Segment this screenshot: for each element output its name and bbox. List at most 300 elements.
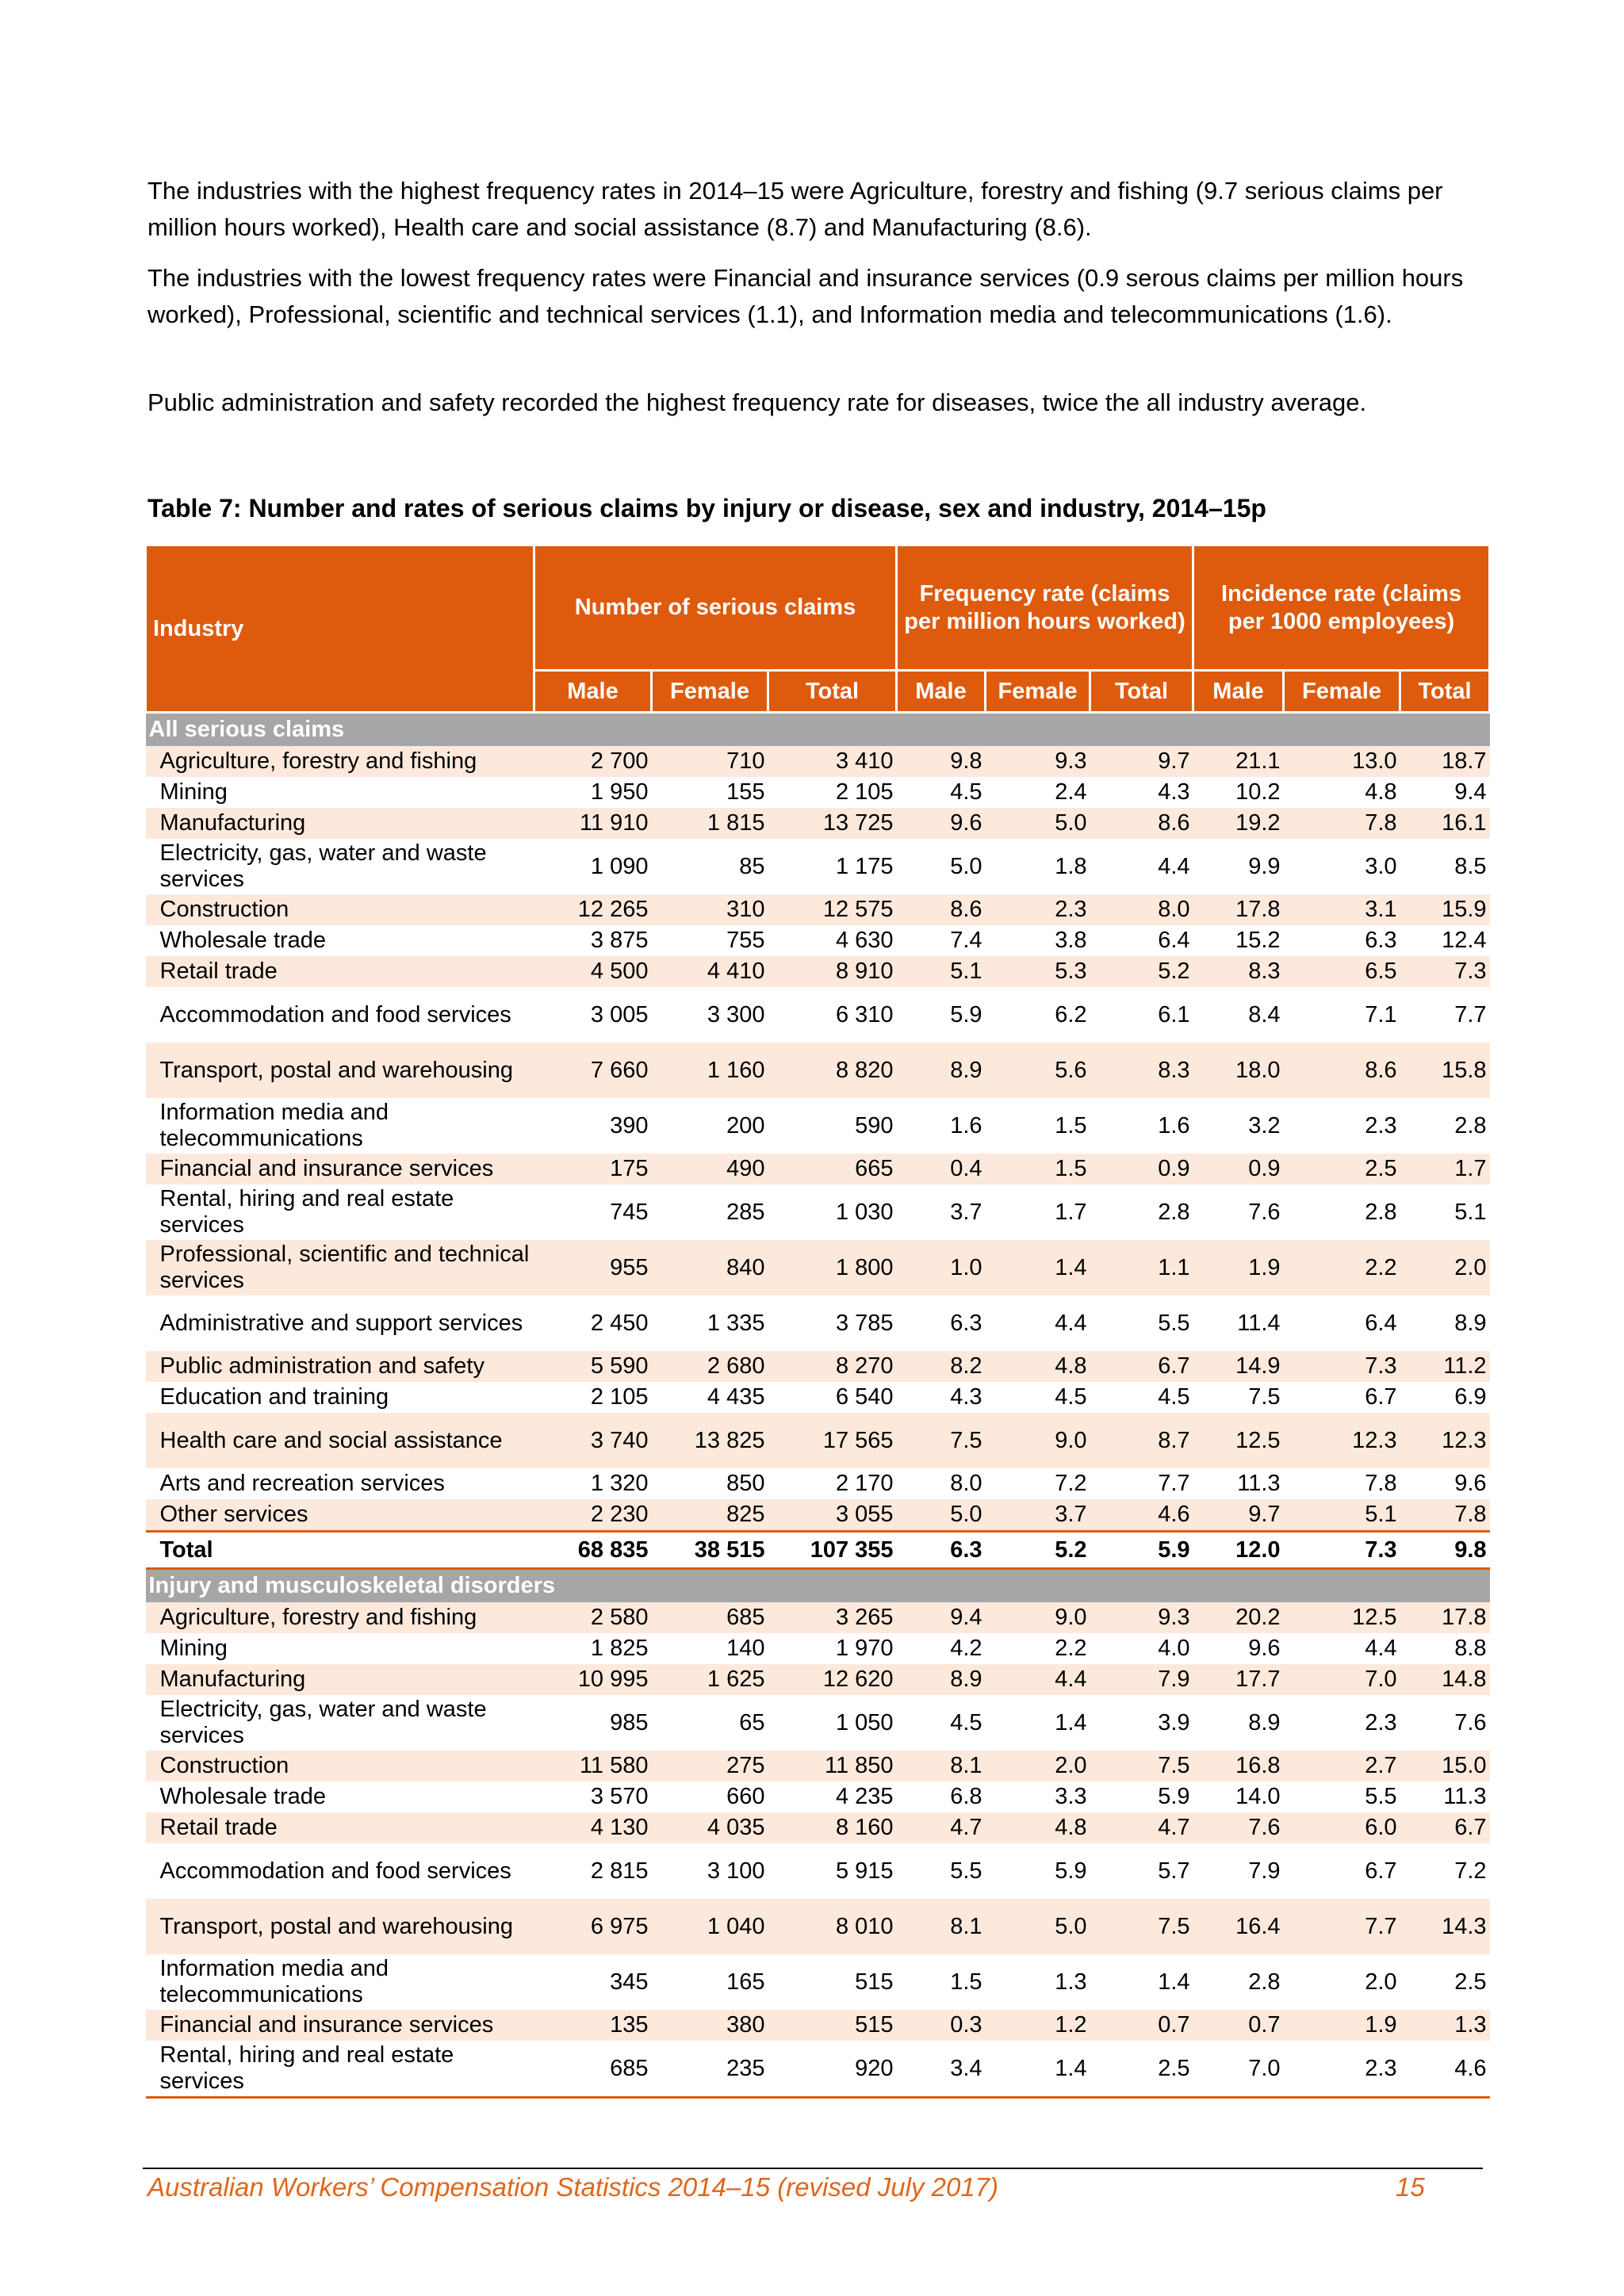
header-subcol: Female: [652, 671, 768, 713]
value-cell: 2.5: [1400, 1954, 1490, 2010]
value-cell: 8.2: [897, 1351, 986, 1382]
value-cell: 6.2: [986, 987, 1090, 1043]
value-cell: 9.3: [986, 746, 1090, 777]
value-cell: 310: [652, 894, 768, 925]
table-row: [146, 987, 1490, 1043]
value-cell: 17.8: [1193, 894, 1284, 925]
value-cell: 1.3: [1400, 2010, 1490, 2041]
value-cell: 6.7: [1284, 1382, 1400, 1413]
value-cell: 11 850: [768, 1751, 897, 1781]
value-cell: 6.4: [1090, 925, 1193, 956]
value-cell: 7.7: [1090, 1468, 1193, 1499]
value-cell: 590: [768, 1098, 897, 1154]
value-cell: 4.4: [1090, 839, 1193, 894]
value-cell: 745: [534, 1184, 652, 1240]
value-cell: 6 975: [534, 1899, 652, 1954]
value-cell: 10 995: [534, 1664, 652, 1695]
table-row: [146, 1602, 1490, 1633]
section-title: Injury and musculoskeletal disorders: [146, 1569, 1490, 1603]
value-cell: 16.1: [1400, 808, 1490, 839]
table-row: [146, 777, 1490, 808]
value-cell: 2.2: [1284, 1240, 1400, 1295]
header-number-of-claims: Number of serious claims: [534, 545, 897, 671]
value-cell: 0.9: [1193, 1154, 1284, 1184]
value-cell: 8.7: [1090, 1413, 1193, 1468]
value-cell: 5.9: [1090, 1781, 1193, 1812]
value-cell: 755: [652, 925, 768, 956]
industry-cell: Total: [146, 1532, 534, 1569]
table-row: [146, 2010, 1490, 2041]
value-cell: 5 915: [768, 1843, 897, 1899]
value-cell: 2.0: [1400, 1240, 1490, 1295]
industry-cell: Mining: [146, 1633, 534, 1664]
industry-cell: Financial and insurance services: [146, 2010, 534, 2041]
value-cell: 17 565: [768, 1413, 897, 1468]
value-cell: 175: [534, 1154, 652, 1184]
value-cell: 5.1: [897, 956, 986, 987]
industry-cell: Wholesale trade: [146, 1781, 534, 1812]
value-cell: 5.9: [986, 1843, 1090, 1899]
industry-cell: Accommodation and food services: [146, 1843, 534, 1899]
industry-cell: Arts and recreation services: [146, 1468, 534, 1499]
table-row: [146, 1184, 1490, 1240]
value-cell: 7.6: [1193, 1812, 1284, 1843]
value-cell: 7.8: [1400, 1499, 1490, 1532]
value-cell: 65: [652, 1695, 768, 1751]
value-cell: 11 580: [534, 1751, 652, 1781]
value-cell: 11.4: [1193, 1295, 1284, 1351]
value-cell: 515: [768, 1954, 897, 2010]
value-cell: 2 230: [534, 1499, 652, 1532]
industry-cell: Agriculture, forestry and fishing: [146, 1602, 534, 1633]
value-cell: 1.7: [1400, 1154, 1490, 1184]
value-cell: 7.9: [1193, 1843, 1284, 1899]
value-cell: 6 540: [768, 1382, 897, 1413]
section-header-row: [146, 1569, 1490, 1603]
value-cell: 1 625: [652, 1664, 768, 1695]
value-cell: 4.6: [1090, 1499, 1193, 1532]
value-cell: 9.8: [1400, 1532, 1490, 1569]
header-subcol: Total: [768, 671, 897, 713]
value-cell: 6.0: [1284, 1812, 1400, 1843]
value-cell: 2.5: [1284, 1154, 1400, 1184]
value-cell: 6.3: [897, 1295, 986, 1351]
value-cell: 7.9: [1090, 1664, 1193, 1695]
table-row: [146, 1812, 1490, 1843]
value-cell: 390: [534, 1098, 652, 1154]
header-subcol: Female: [986, 671, 1090, 713]
value-cell: 2.3: [1284, 1098, 1400, 1154]
value-cell: 8.6: [897, 894, 986, 925]
table-row: [146, 1633, 1490, 1664]
table-header-groups: [146, 545, 1490, 671]
value-cell: 685: [534, 2041, 652, 2098]
table-row: [146, 1899, 1490, 1954]
value-cell: 2 105: [768, 777, 897, 808]
value-cell: 7.2: [986, 1468, 1090, 1499]
industry-cell: Agriculture, forestry and fishing: [146, 746, 534, 777]
table-row: [146, 1351, 1490, 1382]
value-cell: 1 050: [768, 1695, 897, 1751]
industry-cell: Public administration and safety: [146, 1351, 534, 1382]
value-cell: 850: [652, 1468, 768, 1499]
value-cell: 16.8: [1193, 1751, 1284, 1781]
table-caption: Table 7: Number and rates of serious claims by injury or disease, sex and industry, 2014–15p: [147, 494, 1266, 522]
table-row: [146, 925, 1490, 956]
value-cell: 5.9: [1090, 1532, 1193, 1569]
value-cell: 8 160: [768, 1812, 897, 1843]
value-cell: 4.3: [1090, 777, 1193, 808]
value-cell: 6.7: [1284, 1843, 1400, 1899]
table-row: [146, 1664, 1490, 1695]
value-cell: 1.6: [1090, 1098, 1193, 1154]
value-cell: 3 300: [652, 987, 768, 1043]
value-cell: 2.8: [1400, 1098, 1490, 1154]
value-cell: 11.3: [1400, 1781, 1490, 1812]
header-subcol: Total: [1090, 671, 1193, 713]
table-row: [146, 1382, 1490, 1413]
value-cell: 1.4: [986, 1240, 1090, 1295]
value-cell: 9.0: [986, 1602, 1090, 1633]
industry-cell: Retail trade: [146, 1812, 534, 1843]
value-cell: 15.0: [1400, 1751, 1490, 1781]
value-cell: 7.0: [1193, 2041, 1284, 2098]
value-cell: 3 570: [534, 1781, 652, 1812]
value-cell: 6.5: [1284, 956, 1400, 987]
value-cell: 1.9: [1284, 2010, 1400, 2041]
value-cell: 1 040: [652, 1899, 768, 1954]
value-cell: 165: [652, 1954, 768, 2010]
industry-cell: Manufacturing: [146, 808, 534, 839]
value-cell: 1.4: [986, 2041, 1090, 2098]
value-cell: 2 450: [534, 1295, 652, 1351]
value-cell: 14.8: [1400, 1664, 1490, 1695]
value-cell: 2 580: [534, 1602, 652, 1633]
value-cell: 1.5: [986, 1098, 1090, 1154]
value-cell: 1.0: [897, 1240, 986, 1295]
value-cell: 18.0: [1193, 1043, 1284, 1098]
value-cell: 2.3: [986, 894, 1090, 925]
value-cell: 1 950: [534, 777, 652, 808]
value-cell: 920: [768, 2041, 897, 2098]
value-cell: 107 355: [768, 1532, 897, 1569]
value-cell: 3.3: [986, 1781, 1090, 1812]
value-cell: 3 265: [768, 1602, 897, 1633]
table-row: [146, 1843, 1490, 1899]
value-cell: 135: [534, 2010, 652, 2041]
value-cell: 0.7: [1090, 2010, 1193, 2041]
value-cell: 9.0: [986, 1413, 1090, 1468]
value-cell: 2.4: [986, 777, 1090, 808]
value-cell: 8.9: [897, 1043, 986, 1098]
industry-cell: Manufacturing: [146, 1664, 534, 1695]
value-cell: 3 055: [768, 1499, 897, 1532]
value-cell: 8.9: [897, 1664, 986, 1695]
industry-cell: Health care and social assistance: [146, 1413, 534, 1468]
value-cell: 8.4: [1193, 987, 1284, 1043]
value-cell: 2.8: [1090, 1184, 1193, 1240]
value-cell: 8 820: [768, 1043, 897, 1098]
industry-cell: Transport, postal and warehousing: [146, 1043, 534, 1098]
value-cell: 8.9: [1400, 1295, 1490, 1351]
value-cell: 140: [652, 1633, 768, 1664]
value-cell: 2 700: [534, 746, 652, 777]
value-cell: 85: [652, 839, 768, 894]
value-cell: 3.1: [1284, 894, 1400, 925]
value-cell: 1 825: [534, 1633, 652, 1664]
value-cell: 3.8: [986, 925, 1090, 956]
value-cell: 4.6: [1400, 2041, 1490, 2098]
table-row: [146, 1413, 1490, 1468]
value-cell: 840: [652, 1240, 768, 1295]
industry-cell: Education and training: [146, 1382, 534, 1413]
value-cell: 4.4: [986, 1295, 1090, 1351]
value-cell: 345: [534, 1954, 652, 2010]
value-cell: 4.5: [1090, 1382, 1193, 1413]
value-cell: 2.3: [1284, 2041, 1400, 2098]
value-cell: 4 630: [768, 925, 897, 956]
value-cell: 6.7: [1400, 1812, 1490, 1843]
table-body: [146, 713, 1490, 2098]
value-cell: 4.5: [897, 777, 986, 808]
value-cell: 4.8: [986, 1812, 1090, 1843]
value-cell: 3 875: [534, 925, 652, 956]
table-row: [146, 1781, 1490, 1812]
value-cell: 7.0: [1284, 1664, 1400, 1695]
value-cell: 14.9: [1193, 1351, 1284, 1382]
value-cell: 3 410: [768, 746, 897, 777]
value-cell: 3 785: [768, 1295, 897, 1351]
header-industry: Industry: [146, 545, 534, 713]
value-cell: 7.8: [1284, 808, 1400, 839]
value-cell: 11.3: [1193, 1468, 1284, 1499]
value-cell: 955: [534, 1240, 652, 1295]
value-cell: 4.7: [897, 1812, 986, 1843]
industry-cell: Accommodation and food services: [146, 987, 534, 1043]
value-cell: 12.0: [1193, 1532, 1284, 1569]
industry-cell: Administrative and support services: [146, 1295, 534, 1351]
value-cell: 5.3: [986, 956, 1090, 987]
value-cell: 7.1: [1284, 987, 1400, 1043]
value-cell: 9.3: [1090, 1602, 1193, 1633]
value-cell: 8.1: [897, 1899, 986, 1954]
value-cell: 6.8: [897, 1781, 986, 1812]
header-subcol: Female: [1284, 671, 1400, 713]
value-cell: 5.0: [897, 1499, 986, 1532]
industry-cell: Information media and telecommunications: [146, 1954, 534, 2010]
table-row: [146, 1043, 1490, 1098]
value-cell: 7.3: [1284, 1532, 1400, 1569]
value-cell: 9.8: [897, 746, 986, 777]
value-cell: 5.2: [1090, 956, 1193, 987]
industry-cell: Construction: [146, 1751, 534, 1781]
value-cell: 7.2: [1400, 1843, 1490, 1899]
value-cell: 5.6: [986, 1043, 1090, 1098]
value-cell: 8.0: [897, 1468, 986, 1499]
header-subcol: Total: [1400, 671, 1490, 713]
value-cell: 68 835: [534, 1532, 652, 1569]
value-cell: 8.9: [1193, 1695, 1284, 1751]
industry-cell: Other services: [146, 1499, 534, 1532]
value-cell: 5.9: [897, 987, 986, 1043]
industry-cell: Electricity, gas, water and waste services: [146, 1695, 534, 1751]
value-cell: 2 170: [768, 1468, 897, 1499]
paragraph-public-administration: Public administration and safety recorded the highest frequency rate for diseases, twice the all industry average.: [147, 388, 1367, 416]
value-cell: 7.3: [1284, 1351, 1400, 1382]
header-subcol: Male: [534, 671, 652, 713]
value-cell: 15.9: [1400, 894, 1490, 925]
value-cell: 1.9: [1193, 1240, 1284, 1295]
value-cell: 1 175: [768, 839, 897, 894]
value-cell: 490: [652, 1154, 768, 1184]
value-cell: 2 105: [534, 1382, 652, 1413]
industry-cell: Financial and insurance services: [146, 1154, 534, 1184]
industry-cell: Rental, hiring and real estate services: [146, 1184, 534, 1240]
value-cell: 9.4: [897, 1602, 986, 1633]
value-cell: 9.6: [1400, 1468, 1490, 1499]
industry-cell: Information media and telecommunications: [146, 1098, 534, 1154]
value-cell: 12.5: [1284, 1602, 1400, 1633]
serious-claims-table: [144, 544, 1491, 2099]
value-cell: 8.6: [1090, 808, 1193, 839]
value-cell: 5.0: [897, 839, 986, 894]
value-cell: 1 815: [652, 808, 768, 839]
table-row: [146, 1098, 1490, 1154]
value-cell: 9.6: [1193, 1633, 1284, 1664]
value-cell: 12 265: [534, 894, 652, 925]
value-cell: 6.4: [1284, 1295, 1400, 1351]
value-cell: 7.5: [897, 1413, 986, 1468]
value-cell: 1 970: [768, 1633, 897, 1664]
value-cell: 7.7: [1400, 987, 1490, 1043]
header-subcol: Male: [897, 671, 986, 713]
value-cell: 17.7: [1193, 1664, 1284, 1695]
value-cell: 9.6: [897, 808, 986, 839]
value-cell: 4.8: [986, 1351, 1090, 1382]
table-row: [146, 1695, 1490, 1751]
value-cell: 13 825: [652, 1413, 768, 1468]
value-cell: 1 800: [768, 1240, 897, 1295]
value-cell: 6.1: [1090, 987, 1193, 1043]
value-cell: 6 310: [768, 987, 897, 1043]
value-cell: 9.9: [1193, 839, 1284, 894]
value-cell: 1 090: [534, 839, 652, 894]
value-cell: 13 725: [768, 808, 897, 839]
value-cell: 710: [652, 746, 768, 777]
table-row: [146, 2041, 1490, 2098]
value-cell: 7.5: [1090, 1899, 1193, 1954]
value-cell: 19.2: [1193, 808, 1284, 839]
table-row: [146, 1751, 1490, 1781]
value-cell: 9.4: [1400, 777, 1490, 808]
value-cell: 275: [652, 1751, 768, 1781]
header-frequency-rate: Frequency rate (claims per million hours worked): [897, 545, 1193, 671]
value-cell: 11.2: [1400, 1351, 1490, 1382]
value-cell: 1.1: [1090, 1240, 1193, 1295]
value-cell: 235: [652, 2041, 768, 2098]
total-row: [146, 1532, 1490, 1569]
value-cell: 0.4: [897, 1154, 986, 1184]
value-cell: 8.1: [897, 1751, 986, 1781]
value-cell: 2.0: [1284, 1954, 1400, 2010]
table-row: [146, 839, 1490, 894]
value-cell: 0.7: [1193, 2010, 1284, 2041]
table-row: [146, 956, 1490, 987]
value-cell: 4.4: [1284, 1633, 1400, 1664]
value-cell: 3 740: [534, 1413, 652, 1468]
value-cell: 8 910: [768, 956, 897, 987]
value-cell: 825: [652, 1499, 768, 1532]
value-cell: 4.3: [897, 1382, 986, 1413]
value-cell: 7.5: [1090, 1751, 1193, 1781]
table-row: [146, 1295, 1490, 1351]
value-cell: 4 435: [652, 1382, 768, 1413]
value-cell: 12.4: [1400, 925, 1490, 956]
value-cell: 4.4: [986, 1664, 1090, 1695]
value-cell: 2.5: [1090, 2041, 1193, 2098]
value-cell: 12 575: [768, 894, 897, 925]
value-cell: 2.2: [986, 1633, 1090, 1664]
value-cell: 8.5: [1400, 839, 1490, 894]
value-cell: 20.2: [1193, 1602, 1284, 1633]
value-cell: 12.3: [1284, 1413, 1400, 1468]
value-cell: 4 410: [652, 956, 768, 987]
value-cell: 16.4: [1193, 1899, 1284, 1954]
value-cell: 5.0: [986, 808, 1090, 839]
value-cell: 4.8: [1284, 777, 1400, 808]
table-row: [146, 808, 1490, 839]
value-cell: 380: [652, 2010, 768, 2041]
value-cell: 7.6: [1193, 1184, 1284, 1240]
value-cell: 7.3: [1400, 956, 1490, 987]
industry-cell: Electricity, gas, water and waste services: [146, 839, 534, 894]
value-cell: 5.7: [1090, 1843, 1193, 1899]
industry-cell: Mining: [146, 777, 534, 808]
value-cell: 4 500: [534, 956, 652, 987]
value-cell: 0.3: [897, 2010, 986, 2041]
value-cell: 8.6: [1284, 1043, 1400, 1098]
value-cell: 5.5: [1284, 1781, 1400, 1812]
industry-cell: Transport, postal and warehousing: [146, 1899, 534, 1954]
table-row: [146, 1240, 1490, 1295]
section-title: All serious claims: [146, 713, 1490, 747]
value-cell: 5.0: [986, 1899, 1090, 1954]
value-cell: 1.4: [986, 1695, 1090, 1751]
table-row: [146, 1499, 1490, 1532]
value-cell: 8.3: [1193, 956, 1284, 987]
table-row: [146, 1154, 1490, 1184]
value-cell: 10.2: [1193, 777, 1284, 808]
value-cell: 3.4: [897, 2041, 986, 2098]
value-cell: 2.7: [1284, 1751, 1400, 1781]
industry-cell: Wholesale trade: [146, 925, 534, 956]
value-cell: 5.1: [1400, 1184, 1490, 1240]
value-cell: 4.5: [897, 1695, 986, 1751]
industry-cell: Professional, scientific and technical services: [146, 1240, 534, 1295]
value-cell: 6.7: [1090, 1351, 1193, 1382]
value-cell: 4.5: [986, 1382, 1090, 1413]
value-cell: 1 320: [534, 1468, 652, 1499]
value-cell: 285: [652, 1184, 768, 1240]
value-cell: 15.8: [1400, 1043, 1490, 1098]
value-cell: 3.0: [1284, 839, 1400, 894]
value-cell: 5.5: [1090, 1295, 1193, 1351]
value-cell: 9.7: [1193, 1499, 1284, 1532]
value-cell: 1.3: [986, 1954, 1090, 2010]
table-row: [146, 746, 1490, 777]
value-cell: 3 100: [652, 1843, 768, 1899]
footer-rule: [143, 2168, 1483, 2169]
